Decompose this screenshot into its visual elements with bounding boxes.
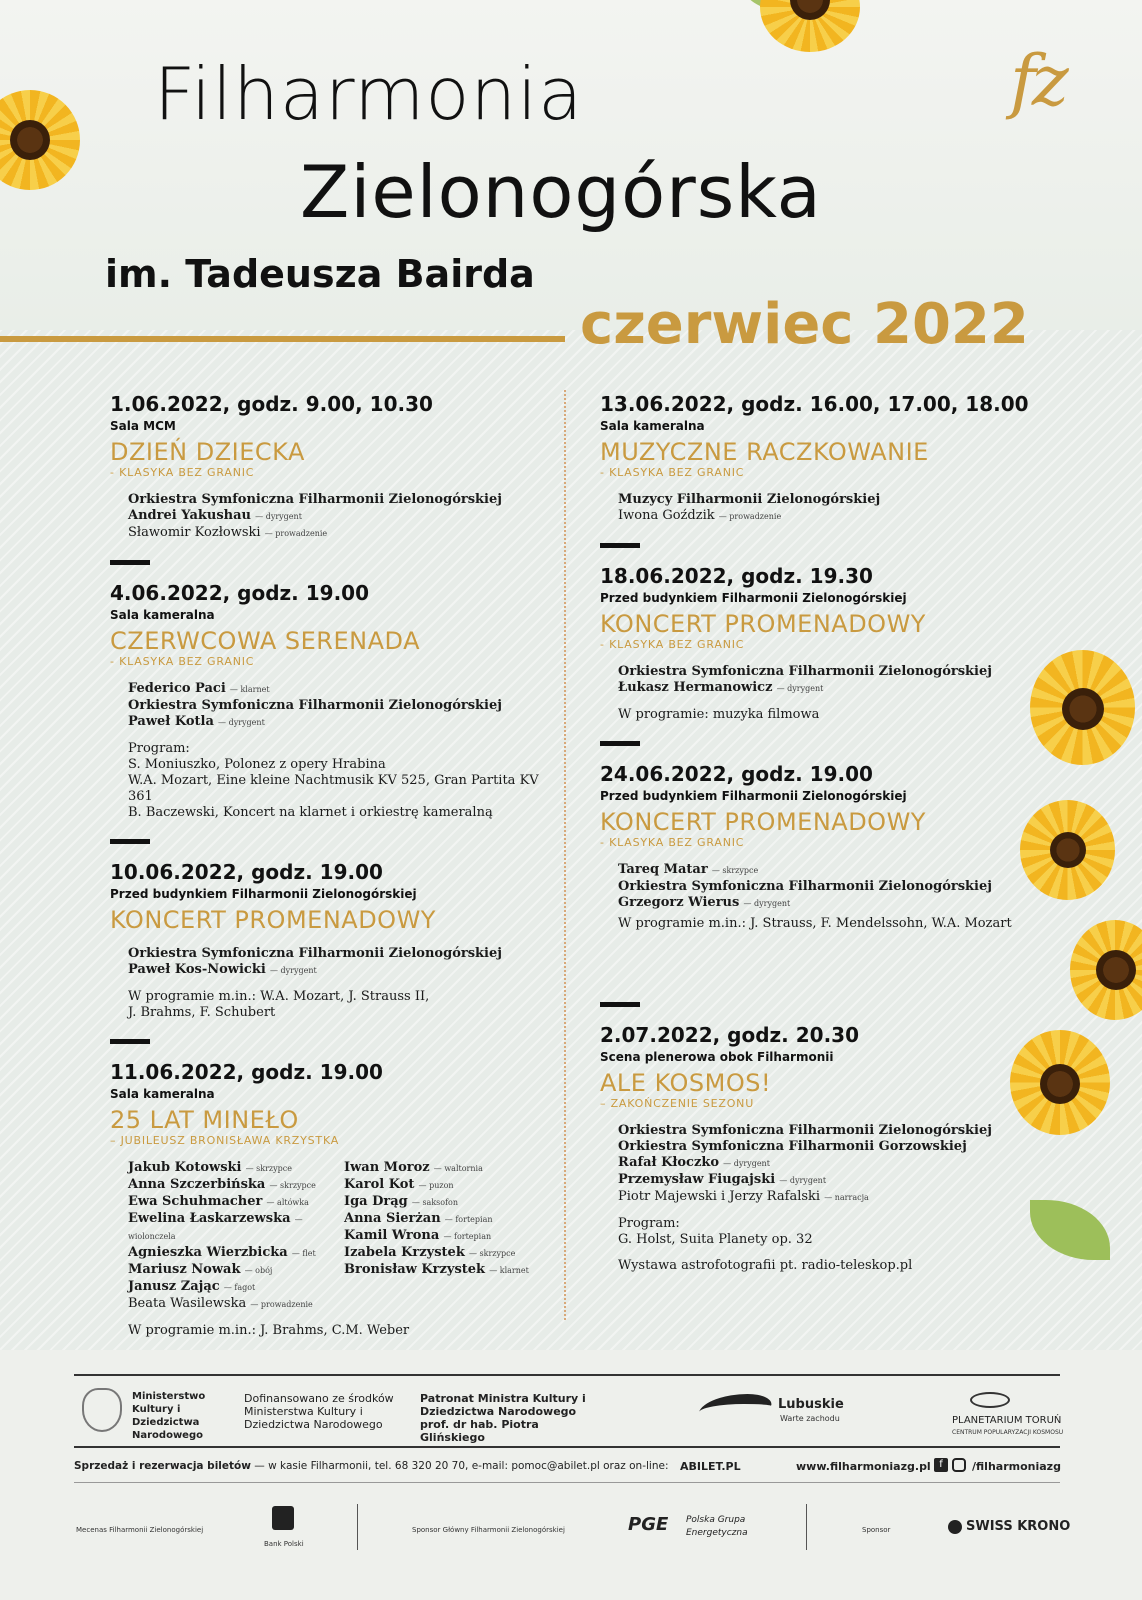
ministry-logo-text: Ministerstwo Kultury i Dziedzictwa Narodowego xyxy=(132,1391,206,1441)
event-series: – JUBILEUSZ BRONISŁAWA KRZYSTKA xyxy=(110,1134,340,1147)
event-performers xyxy=(618,862,1050,932)
event-performers xyxy=(618,492,1050,525)
event-13-06 xyxy=(600,392,1050,525)
sponsor-divider-1 xyxy=(357,1504,358,1550)
lubuskie-wing-icon xyxy=(695,1394,776,1424)
event-title: CZERWCOWA SERENADA xyxy=(110,627,420,655)
event-11-06 xyxy=(110,1060,560,1339)
event-series: – ZAKOŃCZENIE SEZONU xyxy=(600,1097,755,1110)
event-venue: Sala MCM xyxy=(110,419,176,433)
event-2-07 xyxy=(600,1023,1050,1274)
performer-role: — fortepian xyxy=(443,1232,492,1241)
event-separator xyxy=(110,1039,150,1044)
eagle-emblem-icon xyxy=(82,1388,122,1432)
instagram-icon[interactable] xyxy=(952,1458,966,1472)
pge-fullname: Polska Grupa Energetyczna xyxy=(686,1515,748,1538)
bank-name: Bank Polski xyxy=(264,1540,304,1548)
event-separator xyxy=(600,741,640,746)
event-venue: Scena plenerowa obok Filharmonii xyxy=(600,1050,834,1064)
cofinanced-text: Dofinansowano ze środków Ministerstwa Kultury i Dziedzictwa Narodowego xyxy=(244,1392,394,1431)
event-separator xyxy=(600,1002,640,1007)
performer: Ewelina Łaskarzewska xyxy=(128,1211,291,1226)
event-venue: Przed budynkiem Filharmonii Zielonogórskiej xyxy=(110,887,417,901)
performer: Iwona Goździk xyxy=(618,508,715,523)
lubuskie-logo-text: Lubuskie xyxy=(778,1397,844,1412)
event-venue: Sala kameralna xyxy=(110,1087,215,1101)
pge-logo: PGE xyxy=(628,1514,669,1535)
event-1-06 xyxy=(110,392,560,542)
performer-role: — dyrygent xyxy=(269,966,317,975)
abilet-link[interactable]: ABILET.PL xyxy=(680,1460,741,1473)
sponsor-divider-2 xyxy=(806,1504,807,1550)
event-performers xyxy=(128,946,560,1021)
month-heading: czerwiec 2022 xyxy=(580,292,1029,357)
performer: Anna Szczerbińska xyxy=(128,1177,266,1192)
performer: Orkiestra Symfoniczna Filharmonii Zielonogórskiej xyxy=(128,698,502,713)
event-title: KONCERT PROMENADOWY xyxy=(600,808,926,836)
program-line: W programie m.in.: J. Brahms, C.M. Weber xyxy=(128,1323,410,1338)
performer-role: — dyrygent xyxy=(743,899,791,908)
program-line: S. Moniuszko, Polonez z opery Hrabina xyxy=(128,757,386,772)
performer: Mariusz Nowak xyxy=(128,1262,241,1277)
performer: Agnieszka Wierzbicka xyxy=(128,1245,288,1260)
event-title: KONCERT PROMENADOWY xyxy=(600,610,926,638)
event-title: KONCERT PROMENADOWY xyxy=(110,906,436,934)
header-divider xyxy=(0,336,565,342)
swiss-krono-icon xyxy=(948,1520,962,1534)
performer-role: — wiolonczela xyxy=(128,1215,303,1241)
event-10-06 xyxy=(110,860,560,1021)
performer: Jakub Kotowski xyxy=(128,1160,242,1175)
performer-role: — fagot xyxy=(223,1283,256,1292)
left-column xyxy=(110,392,560,1339)
performer-role: — obój xyxy=(244,1266,273,1275)
program-line: Wystawa astrofotografii pt. radio-teleskop.pl xyxy=(618,1258,913,1273)
program-line: W.A. Mozart, Eine kleine Nachtmusik KV 525, Gran Partita KV 361 xyxy=(128,773,539,804)
performer: Paweł Kotla xyxy=(128,714,214,729)
footer-divider-bottom xyxy=(74,1482,1060,1483)
event-title: ALE KOSMOS! xyxy=(600,1069,772,1097)
performer-role: — skrzypce xyxy=(245,1164,292,1173)
sponsor-label: Sponsor xyxy=(862,1526,891,1534)
performer-role: — dyrygent xyxy=(218,718,265,727)
performer: Sławomir Kozłowski xyxy=(128,525,261,540)
event-title: MUZYCZNE RACZKOWANIE xyxy=(600,438,929,466)
event-performers xyxy=(128,492,560,542)
performer-role: — flet xyxy=(291,1249,316,1258)
performer: Janusz Zając xyxy=(128,1279,220,1294)
performer-role: — klarnet xyxy=(489,1266,529,1275)
performer-role: — prowadzenie xyxy=(264,529,328,538)
ticket-sales-label: Sprzedaż i rezerwacja biletów xyxy=(74,1460,251,1472)
performer: Muzycy Filharmonii Zielonogórskiej xyxy=(618,492,881,507)
event-performers xyxy=(128,1160,560,1339)
performer-role: — klarnet xyxy=(229,685,270,694)
mecenas-label: Mecenas Filharmonii Zielonogórskiej xyxy=(76,1526,204,1534)
ticket-sales-details: — w kasie Filharmonii, tel. 68 320 20 70, e-mail: pomoc@abilet.pl oraz on-line: xyxy=(254,1460,669,1472)
performer: Orkiestra Symfoniczna Filharmonii Gorzowskiej xyxy=(618,1139,967,1154)
event-title: 25 LAT MINEŁO xyxy=(110,1106,299,1134)
performer: Grzegorz Wierus xyxy=(618,895,740,910)
performer-role: — dyrygent xyxy=(255,512,302,521)
event-date: 10.06.2022, godz. 19.00 xyxy=(110,860,383,884)
performer-role: — waltornia xyxy=(433,1164,483,1173)
right-column xyxy=(600,392,1050,1274)
performer-role: — dyrygent xyxy=(779,1176,827,1185)
performer-role: — fortepian xyxy=(444,1215,493,1224)
event-venue: Przed budynkiem Filharmonii Zielonogórskiej xyxy=(600,591,907,605)
event-date: 2.07.2022, godz. 20.30 xyxy=(600,1023,860,1047)
performer-role: — altówka xyxy=(266,1198,309,1207)
performers-right-list xyxy=(344,1160,560,1313)
event-venue: Przed budynkiem Filharmonii Zielonogórskiej xyxy=(600,789,907,803)
performer: Przemysław Fiugajski xyxy=(618,1172,776,1187)
program-line: W programie m.in.: W.A. Mozart, J. Strauss II, xyxy=(128,989,430,1004)
patronage-text: Patronat Ministra Kultury i Dziedzictwa Narodowego prof. dr hab. Piotra Glińskiego xyxy=(420,1392,586,1444)
performer: Łukasz Hermanowicz xyxy=(618,680,773,695)
performer-role: — prowadzenie xyxy=(250,1300,313,1309)
event-venue: Sala kameralna xyxy=(600,419,705,433)
footer-divider-middle xyxy=(74,1446,1060,1448)
performer-role: — saksofon xyxy=(411,1198,459,1207)
event-4-06 xyxy=(110,581,560,821)
main-sponsor-label: Sponsor Główny Filharmonii Zielonogórskiej xyxy=(412,1526,565,1534)
performer: Karol Kot xyxy=(344,1177,415,1192)
column-divider xyxy=(564,390,566,1320)
event-series: - KLASYKA BEZ GRANIC xyxy=(110,466,255,479)
program-line: Program: xyxy=(128,741,190,756)
event-series: - KLASYKA BEZ GRANIC xyxy=(600,466,745,479)
social-handle[interactable]: /filharmoniazg xyxy=(972,1460,1061,1473)
performer: Izabela Krzystek xyxy=(344,1245,465,1260)
performer: Beata Wasilewska xyxy=(128,1296,247,1311)
event-performers xyxy=(618,1123,1050,1274)
event-title: DZIEŃ DZIECKA xyxy=(110,438,305,466)
program-line: G. Holst, Suita Planety op. 32 xyxy=(618,1232,813,1247)
performer: Andrei Yakushau xyxy=(128,508,252,523)
event-series: - KLASYKA BEZ GRANIC xyxy=(600,836,745,849)
performer: Paweł Kos-Nowicki xyxy=(128,962,266,977)
program-line: W programie m.in.: J. Strauss, F. Mendelssohn, W.A. Mozart xyxy=(618,916,1012,931)
planetarium-subtitle: CENTRUM POPULARYZACJI KOSMOSU xyxy=(952,1429,1064,1436)
performer: Orkiestra Symfoniczna Filharmonii Zielonogórskiej xyxy=(128,492,502,507)
event-series: - KLASYKA BEZ GRANIC xyxy=(600,638,745,651)
ticket-sales-info xyxy=(74,1460,669,1473)
event-date: 11.06.2022, godz. 19.00 xyxy=(110,1060,383,1084)
event-venue: Sala kameralna xyxy=(110,608,215,622)
swiss-krono-logo: SWISS KRONO xyxy=(966,1519,1071,1534)
planetarium-logo-text: PLANETARIUM TORUŃ xyxy=(952,1415,1062,1426)
event-separator xyxy=(600,543,640,548)
event-separator xyxy=(110,560,150,565)
program-line: B. Baczewski, Koncert na klarnet i orkiestrę kameralną xyxy=(128,805,493,820)
pko-logo-icon xyxy=(272,1506,294,1530)
performer: Rafał Kłoczko xyxy=(618,1155,720,1170)
event-separator xyxy=(110,839,150,844)
event-date: 18.06.2022, godz. 19.30 xyxy=(600,564,873,588)
footer-divider-top xyxy=(74,1374,1060,1376)
planetarium-eye-icon xyxy=(970,1392,1010,1408)
event-performers xyxy=(618,664,1050,723)
performer: Orkiestra Symfoniczna Filharmonii Zielonogórskiej xyxy=(618,879,992,894)
performer: Federico Paci xyxy=(128,681,226,696)
sunflower-right-3-icon xyxy=(1070,920,1142,1030)
performer: Orkiestra Symfoniczna Filharmonii Zielonogórskiej xyxy=(128,946,502,961)
event-date: 4.06.2022, godz. 19.00 xyxy=(110,581,370,605)
performer: Iwan Moroz xyxy=(344,1160,430,1175)
program-line: Program: xyxy=(618,1216,680,1231)
performer: Piotr Majewski i Jerzy Rafalski xyxy=(618,1189,821,1204)
event-performers xyxy=(128,681,560,821)
event-date: 1.06.2022, godz. 9.00, 10.30 xyxy=(110,392,433,416)
performer: Anna Sierżan xyxy=(344,1211,441,1226)
performer: Bronisław Krzystek xyxy=(344,1262,486,1277)
performer-role: — narracja xyxy=(824,1193,869,1202)
event-24-06 xyxy=(600,762,1050,932)
title-line-1: Filharmonia xyxy=(154,52,584,136)
performer-role: — skrzypce xyxy=(269,1181,316,1190)
performer: Ewa Schuhmacher xyxy=(128,1194,263,1209)
performer: Iga Drąg xyxy=(344,1194,408,1209)
performer-role: — skrzypce xyxy=(711,866,759,875)
website-link[interactable]: www.filharmoniazg.pl xyxy=(796,1460,931,1473)
event-18-06 xyxy=(600,564,1050,723)
performers-left-list xyxy=(128,1160,344,1313)
performer: Orkiestra Symfoniczna Filharmonii Zielonogórskiej xyxy=(618,1123,992,1138)
event-date: 24.06.2022, godz. 19.00 xyxy=(600,762,873,786)
lubuskie-tagline: Warte zachodu xyxy=(780,1414,840,1423)
program-line: J. Brahms, F. Schubert xyxy=(128,1005,276,1020)
performer-role: — skrzypce xyxy=(468,1249,516,1258)
event-date: 13.06.2022, godz. 16.00, 17.00, 18.00 xyxy=(600,392,1029,416)
program-line: W programie: muzyka filmowa xyxy=(618,707,820,722)
event-series: - KLASYKA BEZ GRANIC xyxy=(110,655,255,668)
subtitle: im. Tadeusza Bairda xyxy=(105,252,535,296)
performer-role: — dyrygent xyxy=(776,684,824,693)
performer: Tareq Matar xyxy=(618,862,708,877)
performer-role: — prowadzenie xyxy=(718,512,782,521)
fz-logo: fz xyxy=(1010,40,1065,122)
performer: Orkiestra Symfoniczna Filharmonii Zielonogórskiej xyxy=(618,664,992,679)
performer-role: — dyrygent xyxy=(723,1159,770,1168)
performer-role: — puzon xyxy=(418,1181,454,1190)
title-line-2: Zielonogórska xyxy=(300,150,822,234)
facebook-icon[interactable]: f xyxy=(934,1458,948,1472)
performer: Kamil Wrona xyxy=(344,1228,440,1243)
